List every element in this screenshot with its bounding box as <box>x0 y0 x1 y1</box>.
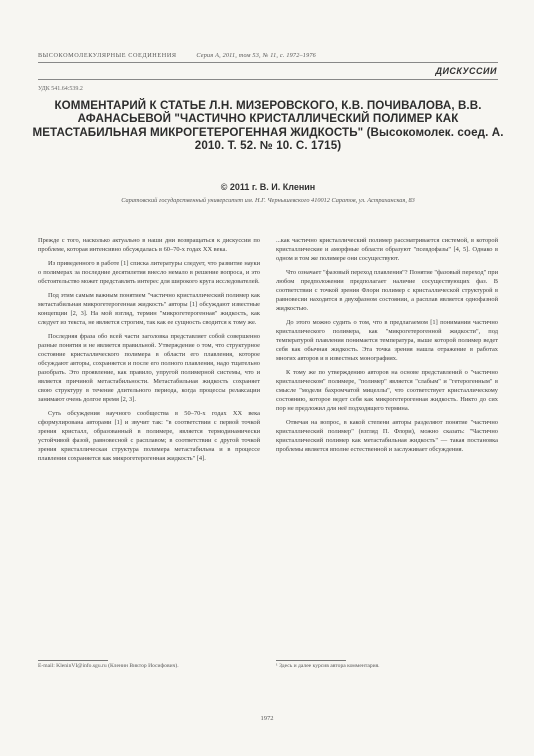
paragraph: Что означает "фазовый переход плавления"? Понятие "фазовый переход" при любом предположении предполагает наличие сосуществующих фаз. В соответствии с точкой зрения Флори полимер с кристаллической структурой в равновесии находится в двухфазном состоянии, а расплав является однофазной жидкостью. <box>276 269 498 312</box>
section-rule <box>38 79 498 80</box>
footnote-note: ¹ Здесь и далее курсив автора комментария. <box>276 663 380 669</box>
paragraph: Под этим самым важным понятием "частично кристаллический полимер как метастабильная микрогетерогенная жидкость" авторы [1] обсуждают известные концепции [2, 3]. На мой взгляд, термин "микрогетерогенная" жидкость, как следует из текста, не является строгим, так как ее сущность сводится к тому же. <box>38 292 260 326</box>
citation: Серия А, 2011, том 53, № 11, с. 1972–1976 <box>196 52 316 59</box>
paragraph: До этого можно судить о том, что в предлагаемом [1] понимании частично кристаллического полимера, как "микрогетерогенной жидкости", под температурой плавления понимается температура, выше которой полимер ведет себя как обычная жидкость. Эта точка зрения нашла отражение в работах многих авторов и в известных монографиях. <box>276 319 498 362</box>
paragraph: Суть обсуждения научного сообщества в 50–70-х годах ХХ века сформулирована авторами [1] и звучит так: "в соответствии с первой точкой зрения кристалл, образованный в полимере, является термодинамически устойчивой фазой, равновесной с расплавом; в соответствии с другой точкой зрения кристаллическая структура полимера метастабильна и в процессе плавления сохраняется как микрогетерогенная жидкость" [4]. <box>38 410 260 462</box>
page-number: 1972 <box>260 715 274 722</box>
running-head <box>38 52 498 59</box>
paragraph: Последняя фраза обо всей части заголовка представляет собой совершенно разные понятия и не является правильной. Утверждение о том, что структурное состояние кристаллического полимера в области его плавления, которое обсуждают авторы, сохраняется и после его полного плавления, надо тщательно разобрать. Это проявление, как правило, упругой полимерной системы, что и является причиной метастабильности. Метастабильная жидкость сохраняет свою структуру в течение длительного периода, когда процессы релаксации занимают очень долгое время [2, 3]. <box>38 333 260 403</box>
article-title: КОММЕНТАРИЙ К СТАТЬЕ Л.Н. МИЗЕРОВСКОГО, К.В. ПОЧИВАЛОВА, В.В. АФАНАСЬЕВОЙ "ЧАСТИЧНО КРИСТАЛЛИЧЕСКИЙ ПОЛИМЕР КАК МЕТАСТАБИЛЬНАЯ МИКРОГЕТЕРОГЕННАЯ ЖИДКОСТЬ" (Высокомолек. соед. А. 2010. Т. 52. № 10. С. 1715) <box>32 99 504 153</box>
footnote-rule-left <box>38 660 108 661</box>
right-column <box>276 236 498 459</box>
paragraph: Из приведенного в работе [1] списка литературы следует, что развитие науки о полимерах за последние десятилетия внесло немало в решение вопроса, и это обстоятельство может представлять интерес для широкого круга исследователей. <box>38 260 260 285</box>
paragraph: Отвечая на вопрос, в какой степени авторы разделяют понятие "частично кристаллический полимер" (взгляд П. Флори), можно сказать: "Частично кристаллический полимер как метастабильная жидкость" — такая постановка проблемы является вполне естественной и заслуживает обсуждения. <box>276 419 498 453</box>
paragraph: Прежде с того, насколько актуально в наши дни возвращаться к дискуссии по проблеме, которая интенсивно обсуждалась в 60–70-х годах ХХ века. <box>38 237 260 253</box>
footnote-email: E-mail: KleninVI@info.sgu.ru (Кленин Виктор Иосифович). <box>38 663 179 669</box>
udk-code: УДК 541.64:539.2 <box>38 86 83 92</box>
affiliation: Саратовский государственный университет им. Н.Г. Чернышевского 410012 Саратов, ул. Астраханская, 83 <box>121 197 415 204</box>
header-rule <box>38 62 498 63</box>
footnote-rule-right <box>276 660 346 661</box>
paragraph: ...как частично кристаллический полимер рассматривается системой, в которой кристаллические и аморфные области образуют "псевдофазы" [4, 5]. Однако в одном и том же полимере они сосуществуют. <box>276 237 498 262</box>
author-line: © 2011 г. В. И. Кленин <box>220 182 316 192</box>
paragraph: К тому же по утверждению авторов на основе представлений о "частично кристаллическом" полимере, "полимер" является "слабым" и "гетерогенным" в смысле "модели бахромчатой мицеллы", что соответствует кристаллическому состоянию, которое ведет себя как микрогетерогенная жидкость. Никто до сих пор не предложил для неё подходящего термина. <box>276 369 498 412</box>
journal-name: ВЫСОКОМОЛЕКУЛЯРНЫЕ СОЕДИНЕНИЯ <box>38 52 177 59</box>
section-label: ДИСКУССИИ <box>435 66 497 76</box>
left-column <box>38 236 260 468</box>
